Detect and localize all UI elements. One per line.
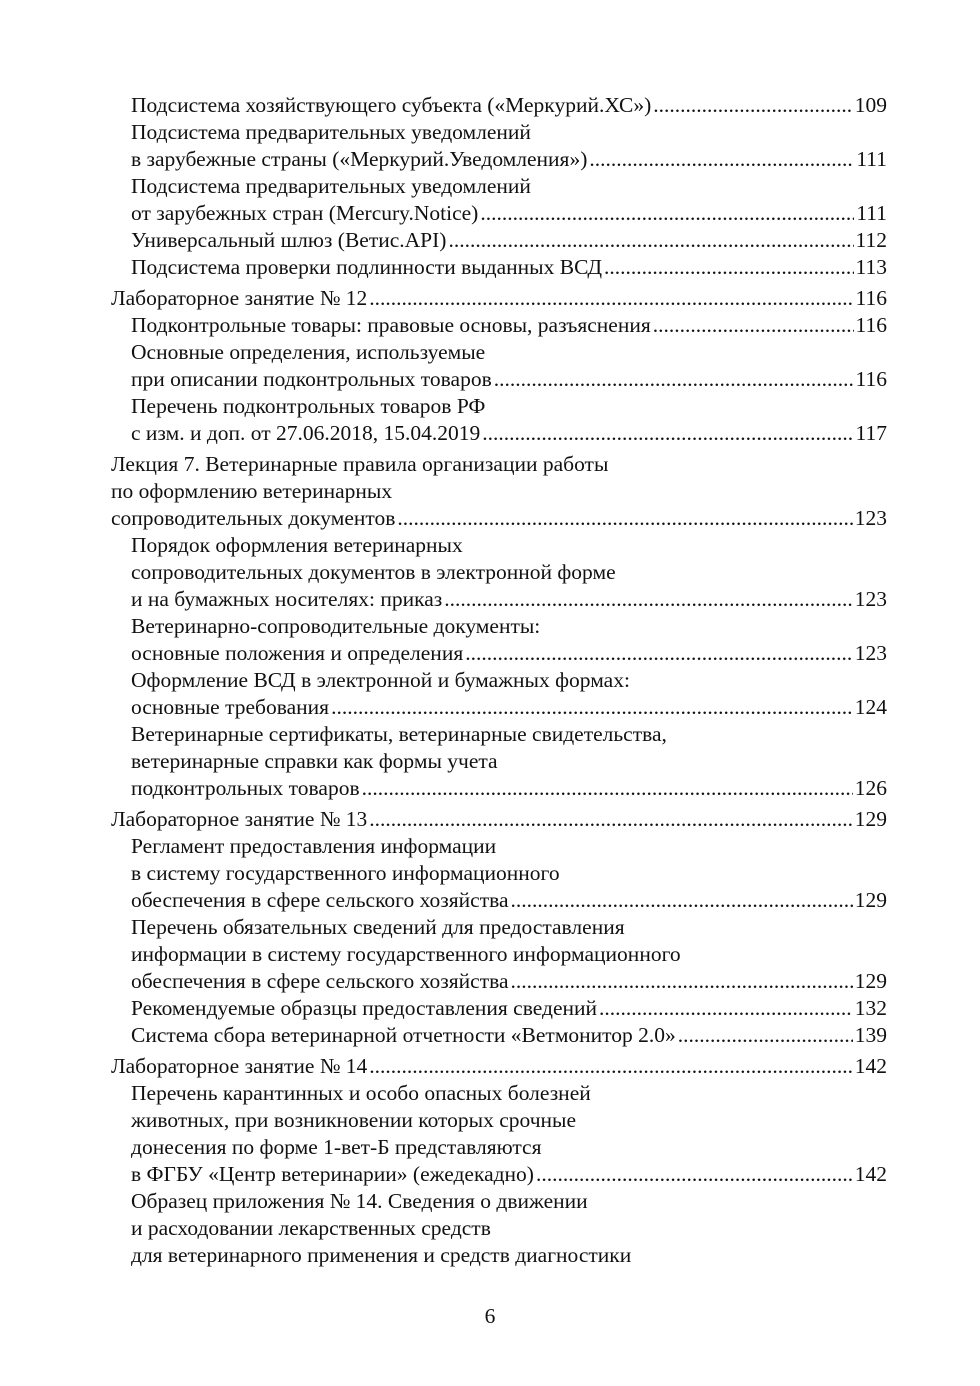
dot-leader	[362, 775, 853, 802]
toc-entry-title: и расходовании лекарственных средств	[131, 1216, 491, 1240]
toc-entry-title: Подконтрольные товары: правовые основы, разъяснения	[131, 313, 651, 337]
toc-entry-title: и на бумажных носителях: приказ	[131, 587, 443, 611]
toc-entry-title: от зарубежных стран (Mercury.Notice)	[131, 201, 479, 225]
toc-entry-title: Основные определения, используемые	[131, 340, 486, 364]
toc-entry-title: Универсальный шлюз (Ветис.API)	[131, 228, 447, 252]
toc-entry-last-line	[131, 775, 887, 802]
toc-entry-last-line	[131, 694, 887, 721]
toc-entry	[111, 1053, 887, 1080]
toc-entry-title: Система сбора ветеринарной отчетности «Ветмонитор 2.0»	[131, 1023, 676, 1047]
toc-entry-title: Перечень подконтрольных товаров РФ	[131, 394, 486, 418]
toc-entry-title: основные положения и определения	[131, 641, 464, 665]
dot-leader	[511, 887, 853, 914]
toc-entry-title: подконтрольных товаров	[131, 776, 360, 800]
toc-entry	[111, 667, 887, 721]
toc-entry-title: Лабораторное занятие № 12	[111, 286, 368, 310]
dot-leader	[482, 420, 853, 447]
toc-entry-title: Регламент предоставления информации	[131, 834, 497, 858]
dot-leader	[480, 200, 854, 227]
dot-leader	[448, 227, 853, 254]
toc-entry-page: 132	[854, 996, 887, 1020]
toc-entry-last-line	[131, 1022, 887, 1049]
toc-entry-last-line	[131, 640, 887, 667]
toc-entry-last-line	[111, 1053, 887, 1080]
toc-entry	[111, 339, 887, 393]
toc-entry-title: в зарубежные страны («Меркурий.Уведомления»)	[131, 147, 588, 171]
toc-entry-page: 116	[855, 286, 887, 310]
toc-entry-page: 126	[854, 776, 887, 800]
toc-entry-last-line	[131, 254, 887, 281]
toc-entry-page: 109	[854, 93, 887, 117]
toc-entry-page: 116	[855, 313, 887, 337]
toc-entry-title: Подсистема хозяйствующего субъекта («Меркурий.ХС»)	[131, 93, 652, 117]
toc-entry-title: Перечень карантинных и особо опасных болезней	[131, 1081, 591, 1105]
dot-leader	[331, 694, 853, 721]
toc-entry	[111, 914, 887, 995]
toc-entry-title: при описании подконтрольных товаров	[131, 367, 492, 391]
toc-entry-title: Ветеринарно-сопроводительные документы:	[131, 614, 541, 638]
toc-entry	[111, 1080, 887, 1188]
toc-entry-page: 123	[854, 587, 887, 611]
toc-entry-last-line	[131, 995, 887, 1022]
toc-entry-page: 129	[854, 807, 887, 831]
dot-leader	[369, 1053, 853, 1080]
toc-entry-title: сопроводительных документов	[111, 506, 396, 530]
toc-entry	[111, 1188, 887, 1269]
toc-entry-last-line	[131, 968, 887, 995]
dot-leader	[536, 1161, 853, 1188]
toc-entry-page: 112	[855, 228, 887, 252]
toc-entry	[111, 451, 887, 532]
toc-entry-page: 111	[856, 147, 887, 171]
toc-entry-last-line	[131, 586, 887, 613]
toc-entry-title: Перечень обязательных сведений для предоставления	[131, 915, 625, 939]
toc-entry	[111, 833, 887, 914]
dot-leader	[369, 285, 853, 312]
toc-entry	[111, 92, 887, 119]
dot-leader	[444, 586, 853, 613]
toc-entry-title: с изм. и доп. от 27.06.2018, 15.04.2019	[131, 421, 481, 445]
toc-entry	[111, 613, 887, 667]
toc-entry	[111, 227, 887, 254]
toc-entry-last-line	[131, 92, 887, 119]
toc-entry	[111, 721, 887, 802]
toc-entry-page: 116	[855, 367, 887, 391]
toc-entry-page: 142	[854, 1054, 887, 1078]
toc-entry-last-line	[131, 1161, 887, 1188]
toc-entry-last-line	[111, 505, 887, 532]
toc-entry-title: по оформлению ветеринарных	[111, 479, 393, 503]
toc-entry-title: для ветеринарного применения и средств диагностики	[131, 1243, 632, 1267]
dot-leader	[494, 366, 854, 393]
dot-leader	[465, 640, 853, 667]
toc-entry	[111, 995, 887, 1022]
dot-leader	[599, 995, 853, 1022]
toc-entry-last-line	[131, 420, 887, 447]
dot-leader	[653, 312, 854, 339]
table-of-contents	[111, 92, 887, 1269]
toc-entry-title: Подсистема проверки подлинности выданных ВСД	[131, 255, 603, 279]
toc-entry-last-line	[131, 366, 887, 393]
toc-entry	[111, 532, 887, 613]
toc-entry	[111, 312, 887, 339]
dot-leader	[589, 146, 854, 173]
toc-entry-page: 142	[854, 1162, 887, 1186]
dot-leader	[604, 254, 854, 281]
toc-entry-title: Лекция 7. Ветеринарные правила организации работы	[111, 452, 609, 476]
dot-leader	[511, 968, 853, 995]
dot-leader	[369, 806, 853, 833]
dot-leader	[678, 1022, 853, 1049]
toc-entry-last-line	[131, 146, 887, 173]
page-number: 6	[484, 1304, 496, 1328]
toc-entry-page: 113	[855, 255, 887, 279]
toc-entry-last-line	[131, 227, 887, 254]
toc-entry-title: обеспечения в сфере сельского хозяйства	[131, 888, 509, 912]
toc-entry-title: донесения по форме 1-вет-Б представляются	[131, 1135, 542, 1159]
toc-entry-title: сопроводительных документов в электронной форме	[131, 560, 616, 584]
toc-entry-page: 124	[854, 695, 887, 719]
toc-entry-title: Ветеринарные сертификаты, ветеринарные свидетельства,	[131, 722, 667, 746]
toc-entry-page: 117	[855, 421, 887, 445]
toc-entry-title: Лабораторное занятие № 13	[111, 807, 368, 831]
toc-entry-page: 129	[854, 888, 887, 912]
toc-entry-title: Порядок оформления ветеринарных	[131, 533, 463, 557]
toc-entry-title: Оформление ВСД в электронной и бумажных формах:	[131, 668, 630, 692]
dot-leader	[653, 92, 852, 119]
toc-entry-last-line	[131, 200, 887, 227]
toc-entry-title: основные требования	[131, 695, 330, 719]
toc-entry-title: информации в систему государственного информационного	[131, 942, 681, 966]
toc-entry-last-line	[131, 887, 887, 914]
toc-entry	[111, 806, 887, 833]
toc-entry-title: Подсистема предварительных уведомлений	[131, 174, 531, 198]
toc-entry-title: Образец приложения № 14. Сведения о движении	[131, 1189, 588, 1213]
toc-entry-page: 139	[854, 1023, 887, 1047]
toc-entry-last-line	[111, 806, 887, 833]
toc-entry-title: Лабораторное занятие № 14	[111, 1054, 368, 1078]
toc-entry-page: 129	[854, 969, 887, 993]
toc-entry-title: в систему государственного информационного	[131, 861, 560, 885]
toc-entry	[111, 285, 887, 312]
toc-entry-title: в ФГБУ «Центр ветеринарии» (ежедекадно)	[131, 1162, 534, 1186]
toc-entry-title: животных, при возникновении которых срочные	[131, 1108, 577, 1132]
toc-entry-page: 123	[854, 506, 887, 530]
toc-entry-title: обеспечения в сфере сельского хозяйства	[131, 969, 509, 993]
toc-entry-title: Рекомендуемые образцы предоставления сведений	[131, 996, 598, 1020]
toc-entry	[111, 254, 887, 281]
toc-entry	[111, 173, 887, 227]
toc-entry-title: Подсистема предварительных уведомлений	[131, 120, 531, 144]
toc-entry	[111, 393, 887, 447]
toc-entry	[111, 119, 887, 173]
toc-entry-title: ветеринарные справки как формы учета	[131, 749, 498, 773]
toc-entry-last-line	[131, 312, 887, 339]
toc-entry-page: 123	[854, 641, 887, 665]
dot-leader	[397, 505, 852, 532]
toc-entry-last-line	[111, 285, 887, 312]
toc-entry-page: 111	[856, 201, 887, 225]
toc-entry	[111, 1022, 887, 1049]
